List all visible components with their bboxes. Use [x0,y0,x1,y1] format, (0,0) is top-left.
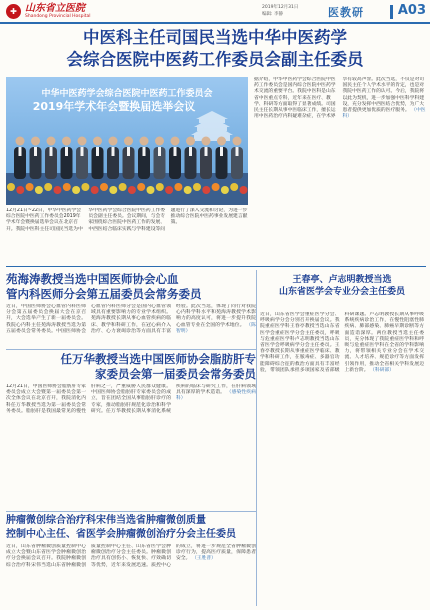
article3-title-line1: 任万华教授当选中国医师协会脂肪肝专 [60,352,256,366]
photo-flower [156,183,164,191]
photo-flower [54,186,62,194]
sidebar-article [258,270,426,606]
photo-flower [184,186,192,194]
sidebar-body [260,312,424,604]
masthead [0,0,430,24]
conference-photo-scene [6,77,248,205]
photo-flower [7,183,15,191]
article2-title-line2: 管内科医师分会第五届委员会常务委员 [6,287,202,301]
photo-flower [137,183,145,191]
photo-flower [147,186,155,194]
sidebar-title-line2: 山东省医学会专业分会主任委员 [278,287,405,297]
article2-title-line1: 苑海涛教授当选中国医师协会心血 [6,272,179,286]
article3-divider [6,511,256,512]
hospital-logo [6,3,91,20]
photo-flower [35,186,43,194]
left-articles [6,270,256,606]
photo-flower [174,183,182,191]
sidebar-title [258,270,426,310]
photo-flower [230,183,238,191]
lead-right-body: 据介绍，中华中医药学会综合医院中医药工作委员会是国内综合医院中医药学术交流的重要平台。我院中医科是山东省中医重点专科，近年来在医疗、教学、科研等方面取得了显著成绩。司国民主任长期从事中医临床工作，擅长运用中医药治疗内科疑难杂症，在学术界享有较高声誉。此次当选，不仅是对司国民主任个人学术水平的肯定，也是对我院中医药工作的认可。今后，我院将以此为契机，进一步加强中医科学科建设，充分发挥中西医结合优势，为广大患者提供更加优质的医疗服务。 [254,77,425,120]
photo-flower [119,183,127,191]
article3-signature: （感染性疾病科） [176,390,256,402]
photo-flower [221,186,229,194]
banner-title-line2: 2019年学术年会暨换届选举会议 [32,100,196,113]
hospital-seal-icon: ✚ [6,4,21,19]
issue-editor: 编辑: 李静 [262,12,283,17]
photo-flower [109,186,117,194]
photo-flower [212,183,220,191]
lead-signature: （中医科） [342,108,426,120]
article4-body-text: 近日，山东省肿瘤微创质量控制中心成立大会暨山东省医学会肿瘤微创治疗分会换届会议召开。我院肿瘤微创综合治疗科宋伟当选山东省肿瘤微创质量控制中心主任、山东省医学会肿瘤微创治疗分会主任委员。肿瘤微创治疗具有创伤小、恢复快、疗效确切等优势，近年来发展迅速。质控中心的成立，将进一步规范全省肿瘤微创诊疗行为，提高医疗质量，保障患者安全。 [6,544,256,568]
photo-flower [26,183,34,191]
article4-title-line1: 肿瘤微创综合治疗科宋伟当选省肿瘤微创质量 [6,515,206,526]
sidebar-title-line1: 王春亭、卢志明教授当选 [292,275,392,285]
photo-flower [100,183,108,191]
photo-flower [128,186,136,194]
photo-flower [72,186,80,194]
lead-right-text [254,77,426,263]
photo-people [14,137,243,180]
section-name: 医教研 [328,6,364,19]
lead-headline-line2: 会综合医院中医药工作委员会副主任委员 [66,50,364,69]
sidebar-body-text: 近日，山东省医学会重症医学分会、呼吸病学分会分别召开换届会议。我院重症医学科王春亭教授当选山东省医学会重症医学分会主任委员，呼吸与危重症医学科卢志明教授当选山东省医学会呼吸病学分会主任委员。王春亭教授长期从事重症医学临床、教学和科研工作，在脓毒症、多器官功能障碍综合征的救治方面具有丰富经验，带领团队承担多项国家及省部级科研课题。卢志明教授长期从事呼吸系统疾病诊治工作，在慢性阻塞性肺疾病、肺部感染、肺癌早期诊断等方面造诣深厚。两位教授当选主任委员，充分体现了我院重症医学科和呼吸与危重症医学科在全省的学科影响力，将带领相关专业分会在学术交流、人才培养、规范诊疗等方面发挥引领作用，推动全省相关学科发展迈上新台阶。 [260,312,424,373]
lead-caption-text: 12月21日~22日，中华中医药学会综合医院中医药工作委员会2019年学术年会暨换届选举会议在北京召开。我院中医科主任司国民当选为中华中医药学会综合医院中医药工作委员会副主任委员。会议期间，与会专家围绕综合医院中医药工作的发展、中西医结合临床实践与学科建设等问题进行了深入交流和讨论，为进一步推动综合医院中医药事业发展建言献策。 [6,208,248,232]
photo-flower [240,186,248,194]
photo-flower [91,186,99,194]
sidebar-signature: （科研部） [370,367,395,373]
article4-body [6,544,256,604]
photo-flower [193,183,201,191]
column-divider [256,270,257,606]
logo-name-cn: 山东省立医院 [25,3,85,14]
page-number: A03 [397,3,426,18]
article2-divider [6,349,256,350]
article2-signature: （陈智明） [176,322,256,334]
article3-body-text: 12月21日，中国医师协会脂肪肝专家委员会成立大会暨第一届委员会第一次全体会议在北京召开，我院消化内科任万华教授当选为第一届委员会常务委员。脂肪肝是我国最常见的慢性肝病之一，严重威胁人民群众健康。中国医师协会脂肪肝专家委员会的成立，旨在团结全国从事脂肪肝诊疗的专家，推动脂肪肝规范化诊治和科学研究。任万华教授长期从事消化系统疾病的临床与研究工作，在肝病领域具有深厚的学术造诣。 [6,384,256,414]
issue-date: 2019年12月31日 [262,5,299,10]
lead-caption [6,208,248,264]
photo-flower [81,183,89,191]
article2-body [6,304,256,346]
section-divider [6,266,426,267]
photo-flower [165,186,173,194]
banner-title-line1: 中华中医药学会综合医院中医药工作委员会 [41,89,213,99]
article4-signature: （王胜普） [191,556,216,562]
photo-flower [44,183,52,191]
article3-body [6,384,256,508]
photo-flower [202,186,210,194]
article2-body-text: 近日，中国医师协会心血管内科医师分会第五届委员会换届大会在京召开，大会选举产生了新一届委员会。我院心内科主任苑海涛教授当选为第五届委员会常务委员。中国医师协会心血管内科医师分会是国内心血管领域具有重要影响力的专业学术组织。苑海涛教授长期从事心血管疾病的临床、教学和科研工作，在冠心病介入治疗、心力衰竭诊治等方面具有丰富经验。此次当选，体现了同行对我院心内科学科水平和苑海涛教授学术影响力的高度认可，将进一步提升我院心血管专业在全国的学术地位。 [6,304,256,334]
photo-flower [63,183,71,191]
logo-name-en: Shandong Provincial Hospital [25,14,91,19]
lead-headline-line1: 中医科主任司国民当选中华中医药学 [83,28,347,47]
article4-title-line2: 控制中心主任、省医学会肿瘤微创治疗分会主任委员 [6,529,236,540]
photo-flower [16,186,24,194]
article3-title-line2: 家委员会第一届委员会常务委员 [95,367,256,381]
conference-photo [6,77,248,205]
